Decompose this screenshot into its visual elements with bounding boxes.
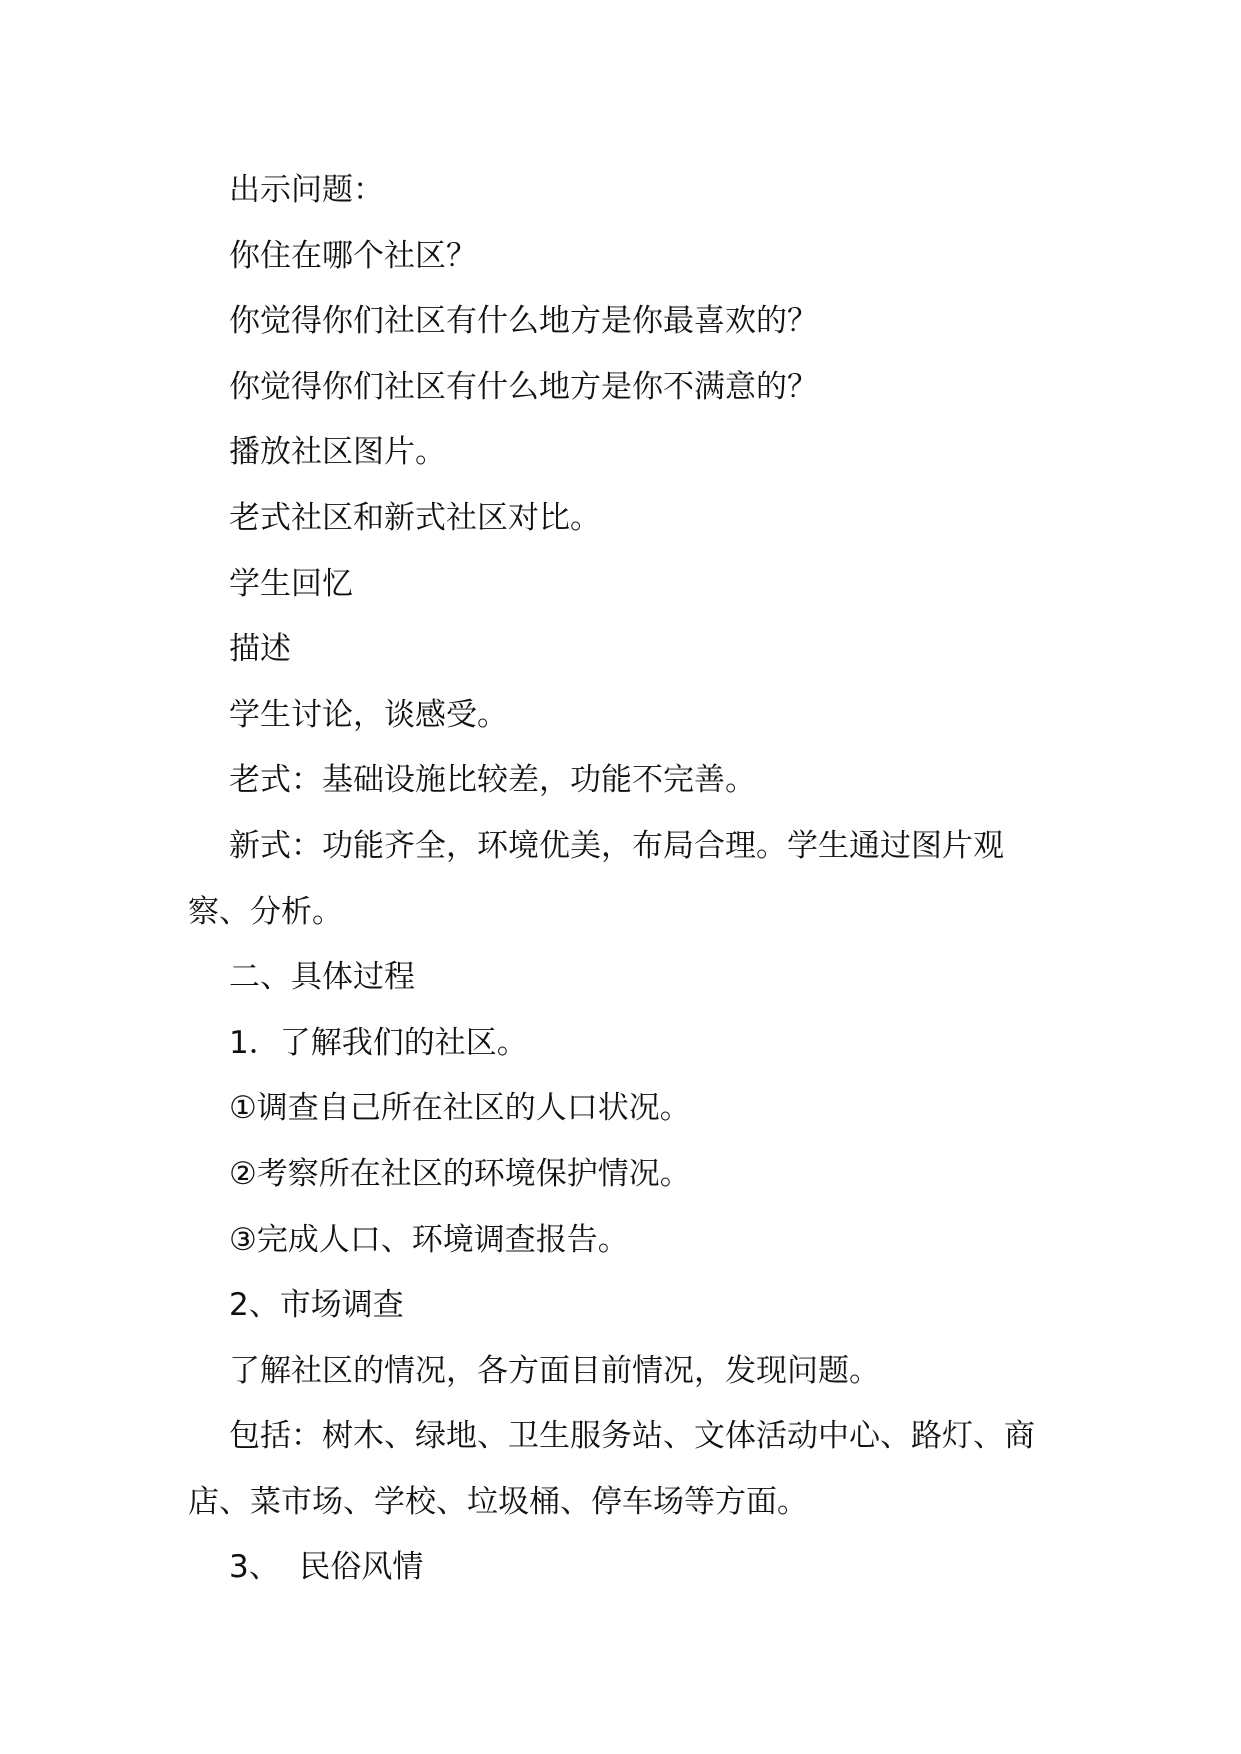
paragraph: 包括：树木、绿地、卫生服务站、文体活动中心、路灯、商店、菜市场、学校、垃圾桶、停车场等方面。 — [188, 1418, 1035, 1520]
document-body — [188, 158, 1058, 1601]
paragraph: 老式社区和新式社区对比。 — [229, 499, 601, 536]
paragraph: 1．了解我们的社区。 — [229, 1024, 528, 1061]
paragraph: 描述 — [229, 631, 291, 668]
paragraph: 播放社区图片。 — [229, 434, 446, 471]
paragraph: 你觉得你们社区有什么地方是你最喜欢的？ — [229, 303, 818, 340]
paragraph: 你觉得你们社区有什么地方是你不满意的？ — [229, 368, 818, 405]
paragraph: 了解社区的情况，各方面目前情况，发现问题。 — [229, 1352, 880, 1389]
paragraph: 出示问题： — [229, 172, 384, 208]
list-item: ②考察所在社区的环境保护情况。 — [229, 1155, 691, 1192]
list-item: ③完成人口、环境调查报告。 — [229, 1221, 629, 1258]
paragraph: 3、 民俗风情 — [229, 1549, 424, 1586]
paragraph: 老式：基础设施比较差，功能不完善。 — [229, 762, 756, 799]
paragraph: 新式：功能齐全，环境优美，布局合理。学生通过图片观察、分析。 — [188, 827, 1004, 930]
section-heading: 二、具体过程 — [229, 959, 415, 996]
paragraph: 学生讨论，谈感受。 — [229, 696, 508, 733]
paragraph: 2、市场调查 — [229, 1287, 404, 1324]
list-item: ①调查自己所在社区的人口状况。 — [229, 1090, 691, 1127]
paragraph: 学生回忆 — [229, 565, 353, 602]
paragraph: 你住在哪个社区？ — [229, 237, 477, 274]
